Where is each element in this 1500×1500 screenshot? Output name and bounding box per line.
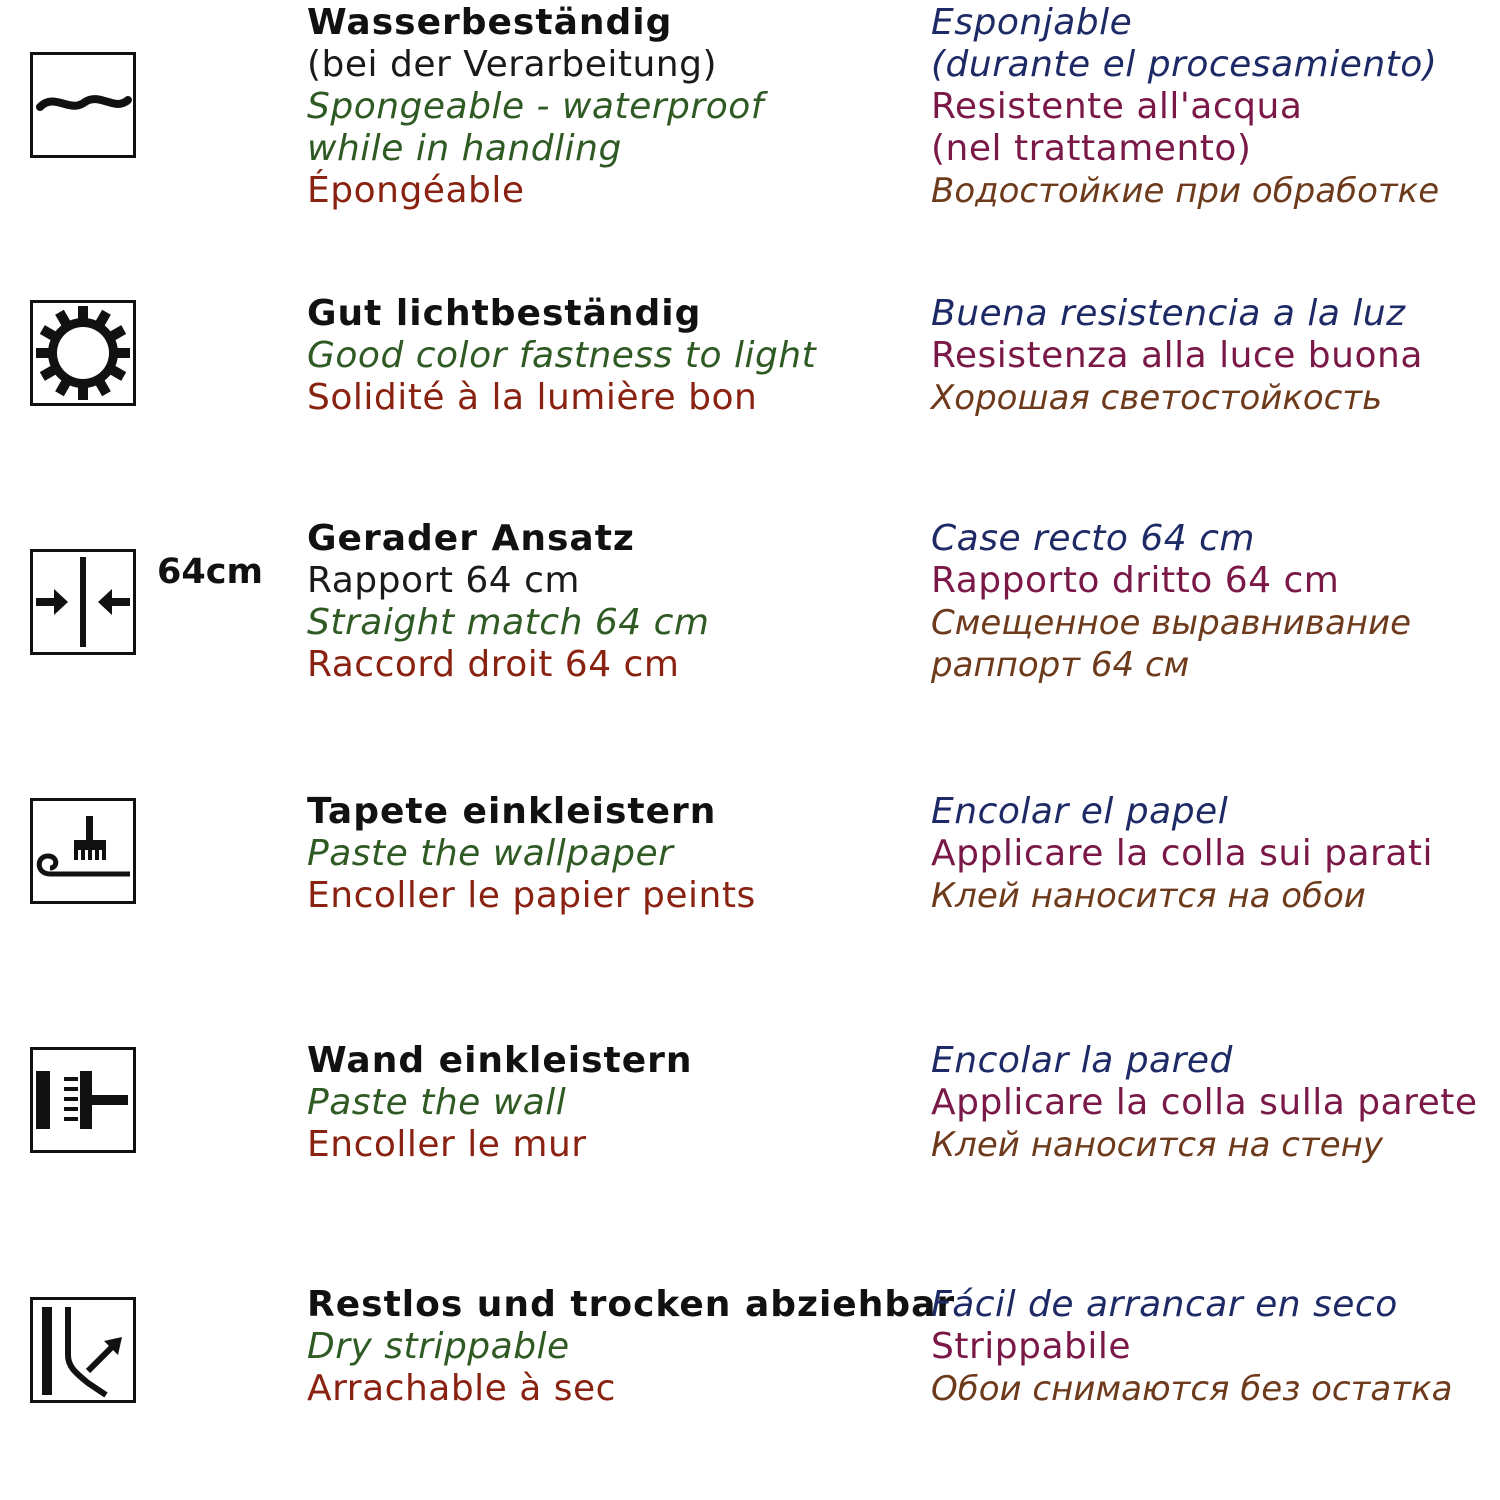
label-german: Gerader Ansatz (307, 518, 635, 559)
label-german-note: (bei der Verarbeitung) (307, 44, 718, 85)
label-french: Raccord droit 64 cm (307, 644, 680, 685)
label-italian: Resistente all'acqua (931, 86, 1303, 127)
label-german: Tapete einkleistern (307, 791, 717, 832)
text-column-de-en-fr (307, 518, 709, 686)
label-italian: Resistenza alla luce buona (931, 335, 1423, 376)
label-russian: Смещенное выравнивание (931, 603, 1412, 643)
label-french: Épongéable (307, 170, 525, 211)
label-english: Paste the wall (307, 1082, 567, 1123)
label-english: Good color fastness to light (307, 335, 817, 376)
label-spanish: Fácil de arrancar en seco (931, 1284, 1398, 1325)
label-spanish: Encolar la pared (931, 1040, 1233, 1081)
label-german: Restlos und trocken abziehbar (307, 1284, 956, 1325)
text-column-es-it-ru (931, 1040, 1478, 1166)
label-italian: Applicare la colla sulla parete (931, 1082, 1478, 1123)
label-russian: Водостойкие при обработке (931, 171, 1440, 211)
label-spanish: Esponjable (931, 2, 1133, 43)
label-spanish: Encolar el papel (931, 791, 1229, 832)
label-russian: Клей наносится на обои (931, 876, 1366, 916)
text-column-de-en-fr (307, 1284, 955, 1410)
dry-strippable-icon (30, 1297, 136, 1403)
label-russian: Клей наносится на стену (931, 1125, 1383, 1165)
label-english: Paste the wallpaper (307, 833, 674, 874)
text-column-de-en-fr (307, 1040, 693, 1166)
straight-match-icon (30, 549, 136, 655)
text-column-de-en-fr (307, 2, 764, 212)
label-russian-cont: раппорт 64 см (931, 645, 1190, 685)
label-italian: Strippabile (931, 1326, 1132, 1367)
sun-icon (30, 300, 136, 406)
label-russian: Обои снимаются без остатка (931, 1369, 1453, 1409)
label-french: Encoller le papier peints (307, 875, 756, 916)
text-column-de-en-fr (307, 293, 816, 419)
label-english: Straight match 64 cm (307, 602, 710, 643)
label-english: Spongeable - waterproof (307, 86, 764, 127)
label-german: Gut lichtbeständig (307, 293, 702, 334)
label-german-rapport: Rapport 64 cm (307, 560, 580, 601)
label-french: Encoller le mur (307, 1124, 587, 1165)
label-german: Wasserbeständig (307, 2, 673, 43)
text-column-es-it-ru (931, 2, 1439, 212)
text-column-es-it-ru (931, 518, 1411, 686)
paste-wallpaper-icon (30, 798, 136, 904)
text-column-es-it-ru (931, 1284, 1452, 1410)
paste-wall-icon (30, 1047, 136, 1153)
repeat-length-label: 64cm (157, 552, 263, 592)
label-german: Wand einkleistern (307, 1040, 693, 1081)
label-spanish-note: (durante el procesamiento) (931, 44, 1438, 85)
text-column-es-it-ru (931, 293, 1423, 419)
label-spanish: Case recto 64 cm (931, 518, 1255, 559)
label-french: Solidité à la lumière bon (307, 377, 758, 418)
label-french: Arrachable à sec (307, 1368, 616, 1409)
text-column-es-it-ru (931, 791, 1433, 917)
label-english-cont: while in handling (307, 128, 622, 169)
label-italian: Rapporto dritto 64 cm (931, 560, 1340, 601)
label-italian-note: (nel trattamento) (931, 128, 1252, 169)
label-spanish: Buena resistencia a la luz (931, 293, 1406, 334)
label-russian: Хорошая светостойкость (931, 378, 1383, 418)
label-italian: Applicare la colla sui parati (931, 833, 1434, 874)
text-column-de-en-fr (307, 791, 756, 917)
label-english: Dry strippable (307, 1326, 570, 1367)
wave-icon (30, 52, 136, 158)
